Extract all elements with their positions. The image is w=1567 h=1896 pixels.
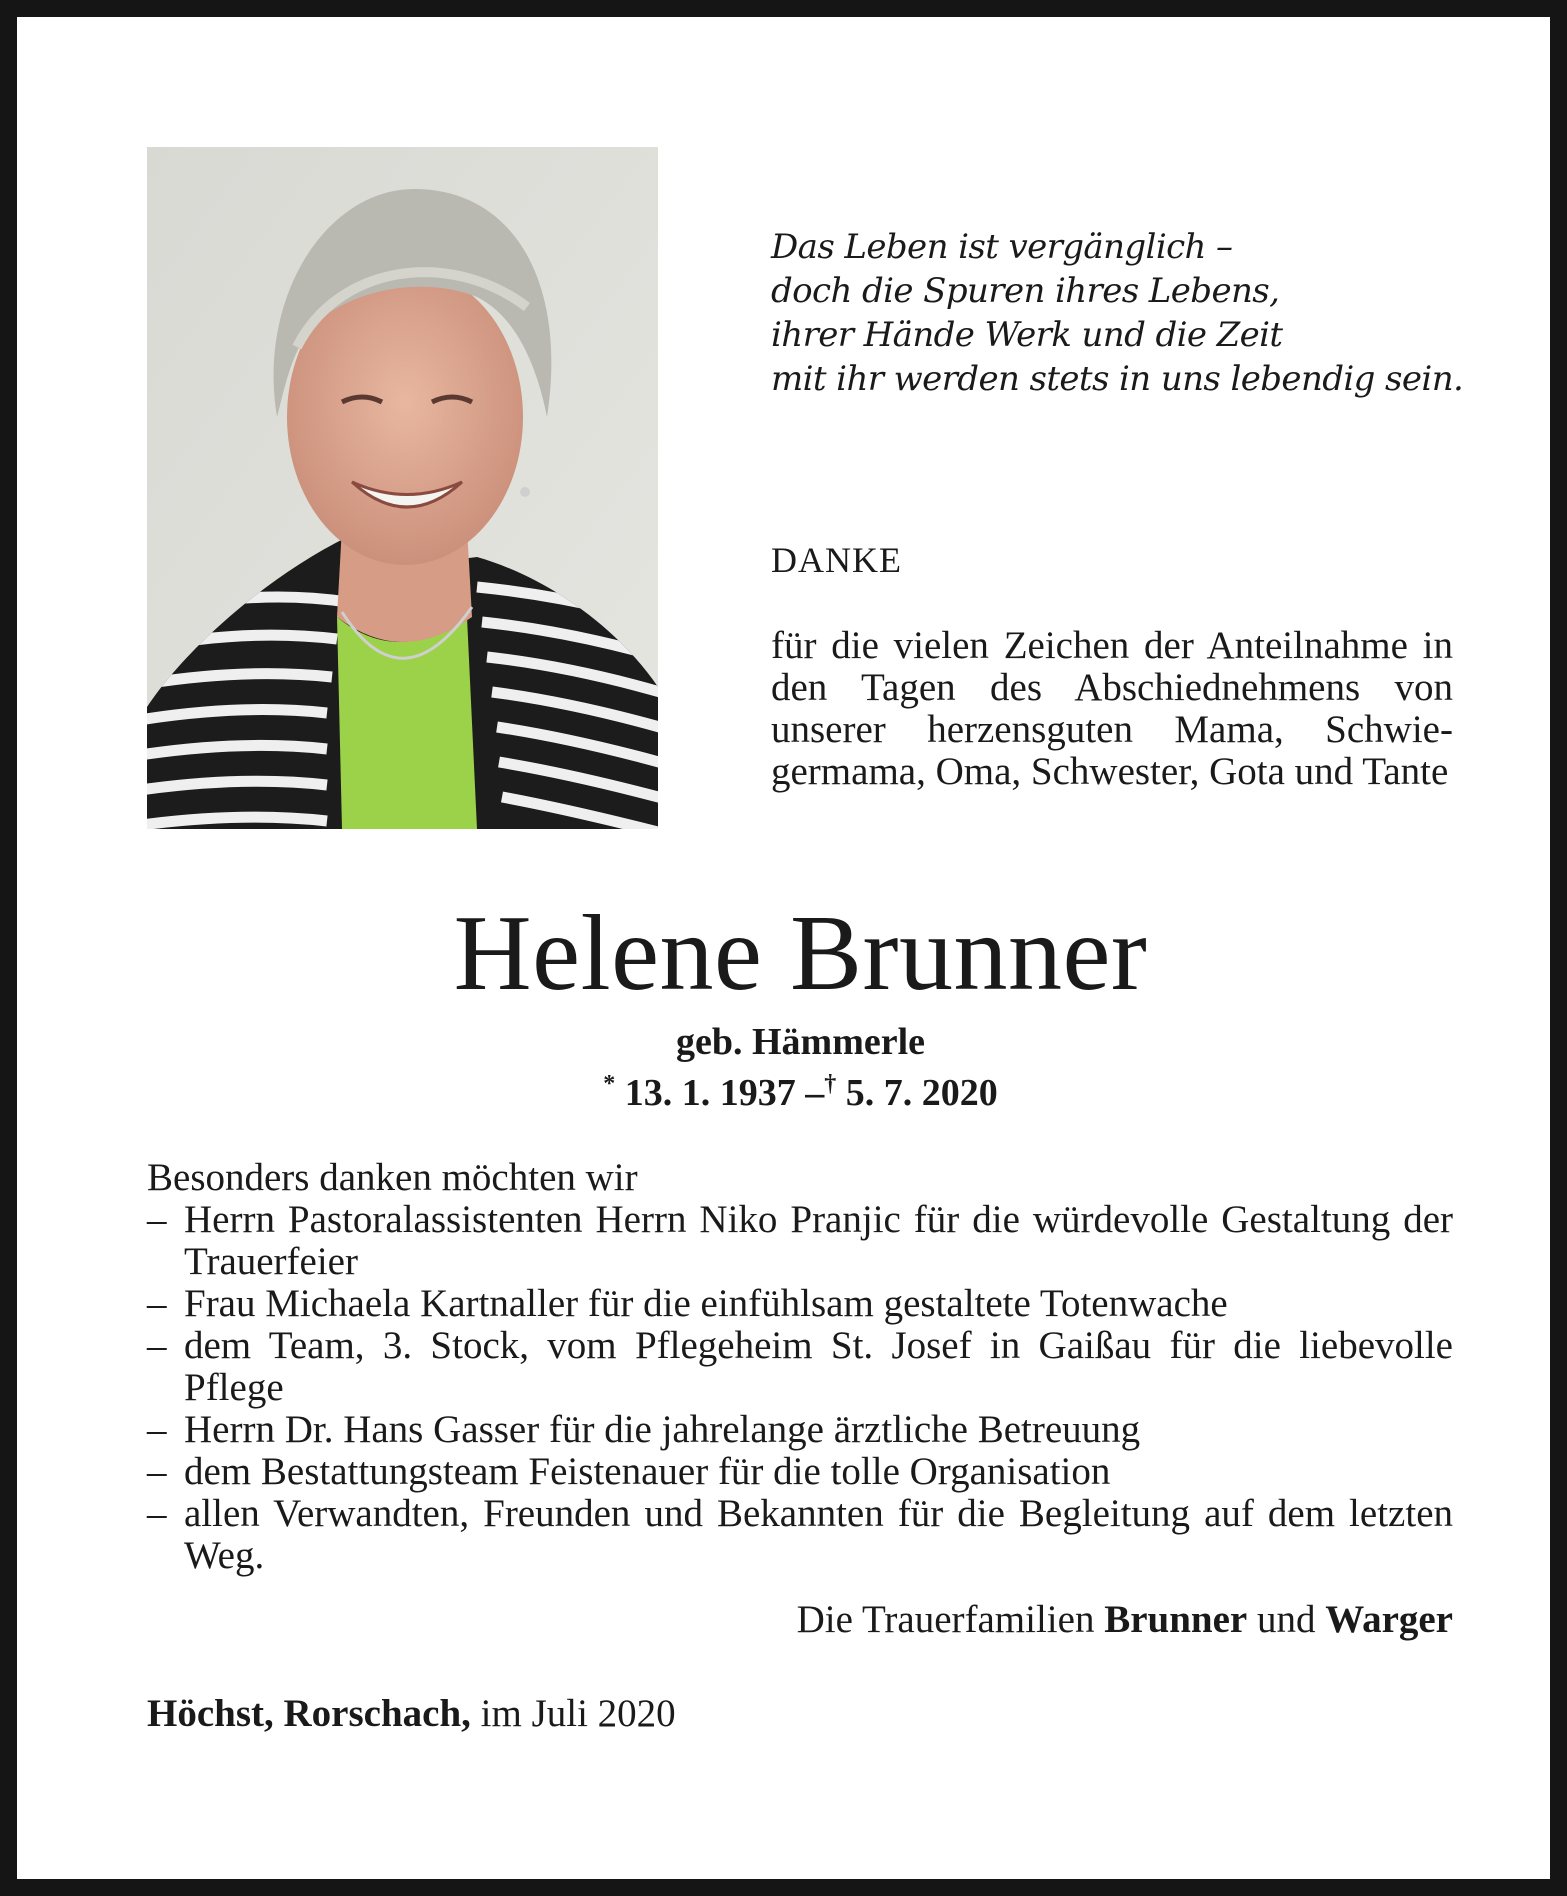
birth-symbol: * [603,1071,616,1097]
list-item [147,1451,1453,1493]
signature-prefix: Die Trauerfamilien [796,1598,1095,1641]
deceased-name: Helene Brunner [453,894,1148,1013]
maiden-name: geb. Hämmerle [675,1021,926,1063]
place-and-date [147,1693,676,1735]
memorial-quote [771,225,1491,401]
list-item [147,1493,1453,1577]
portrait-photo [147,147,658,829]
list-item-text: dem Bestattungsteam Feistenauer für die tolle Organisation [184,1450,1111,1493]
quote-line: ihrer Hände Werk und die Zeit [771,315,1283,355]
danke-heading: DANKE [771,540,902,580]
quote-line: Das Leben ist vergänglich – [771,227,1233,267]
signature-connector: und [1256,1598,1316,1641]
family-name-brunner: Brunner [1104,1598,1248,1641]
dash-bullet: – [147,1492,167,1535]
places: Höchst, Rorschach, [147,1692,471,1735]
family-signature [717,1599,1453,1641]
list-item-text: allen Verwandten, Freunden und Bekannten für die Begleitung auf dem letzten Weg. [184,1492,1453,1577]
list-item [147,1199,1453,1283]
thanks-intro-text: für die vielen Zeichen der Anteilnahme in den Tagen des Abschiednehmens von unserer herzensguten Mama, Schwiegermama, Oma, Schwester, Gota und Tante [771,624,1453,793]
death-date: 5. 7. 2020 [845,1072,998,1114]
list-item-text: Herrn Dr. Hans Gasser für die jahrelange ärztliche Betreuung [184,1408,1141,1451]
death-symbol: † [824,1071,837,1097]
family-name-warger: Warger [1325,1598,1453,1641]
special-thanks-list [147,1199,1453,1577]
special-thanks-section [147,1157,1453,1577]
list-item [147,1283,1453,1325]
birth-date: 13. 1. 1937 [624,1072,796,1114]
list-item-text: Frau Michaela Kartnaller für die einfühlsam gestaltete Totenwache [184,1282,1228,1325]
dash-bullet: – [147,1198,167,1241]
dash-bullet: – [147,1282,167,1325]
quote-line: doch die Spuren ihres Lebens, [771,271,1280,311]
portrait-photo-icon [147,147,658,829]
list-item [147,1409,1453,1451]
dash-bullet: – [147,1450,167,1493]
special-thanks-heading: Besonders danken möchten wir [147,1156,638,1199]
quote-line: mit ihr werden stets in uns lebendig sein. [771,359,1464,399]
list-item-text: dem Team, 3. Stock, vom Pflegeheim St. Josef in Gaißau für die liebevolle Pflege [184,1324,1453,1409]
dash-bullet: – [147,1408,167,1451]
date-separator: – [805,1072,825,1114]
list-item-text: Herrn Pastoralassistenten Herrn Niko Pranjic für die würdevolle Gestaltung der Trauerfeier [184,1198,1453,1283]
list-item [147,1325,1453,1409]
life-dates [17,1063,1567,1114]
date-text: im Juli 2020 [480,1692,676,1735]
dash-bullet: – [147,1324,167,1367]
